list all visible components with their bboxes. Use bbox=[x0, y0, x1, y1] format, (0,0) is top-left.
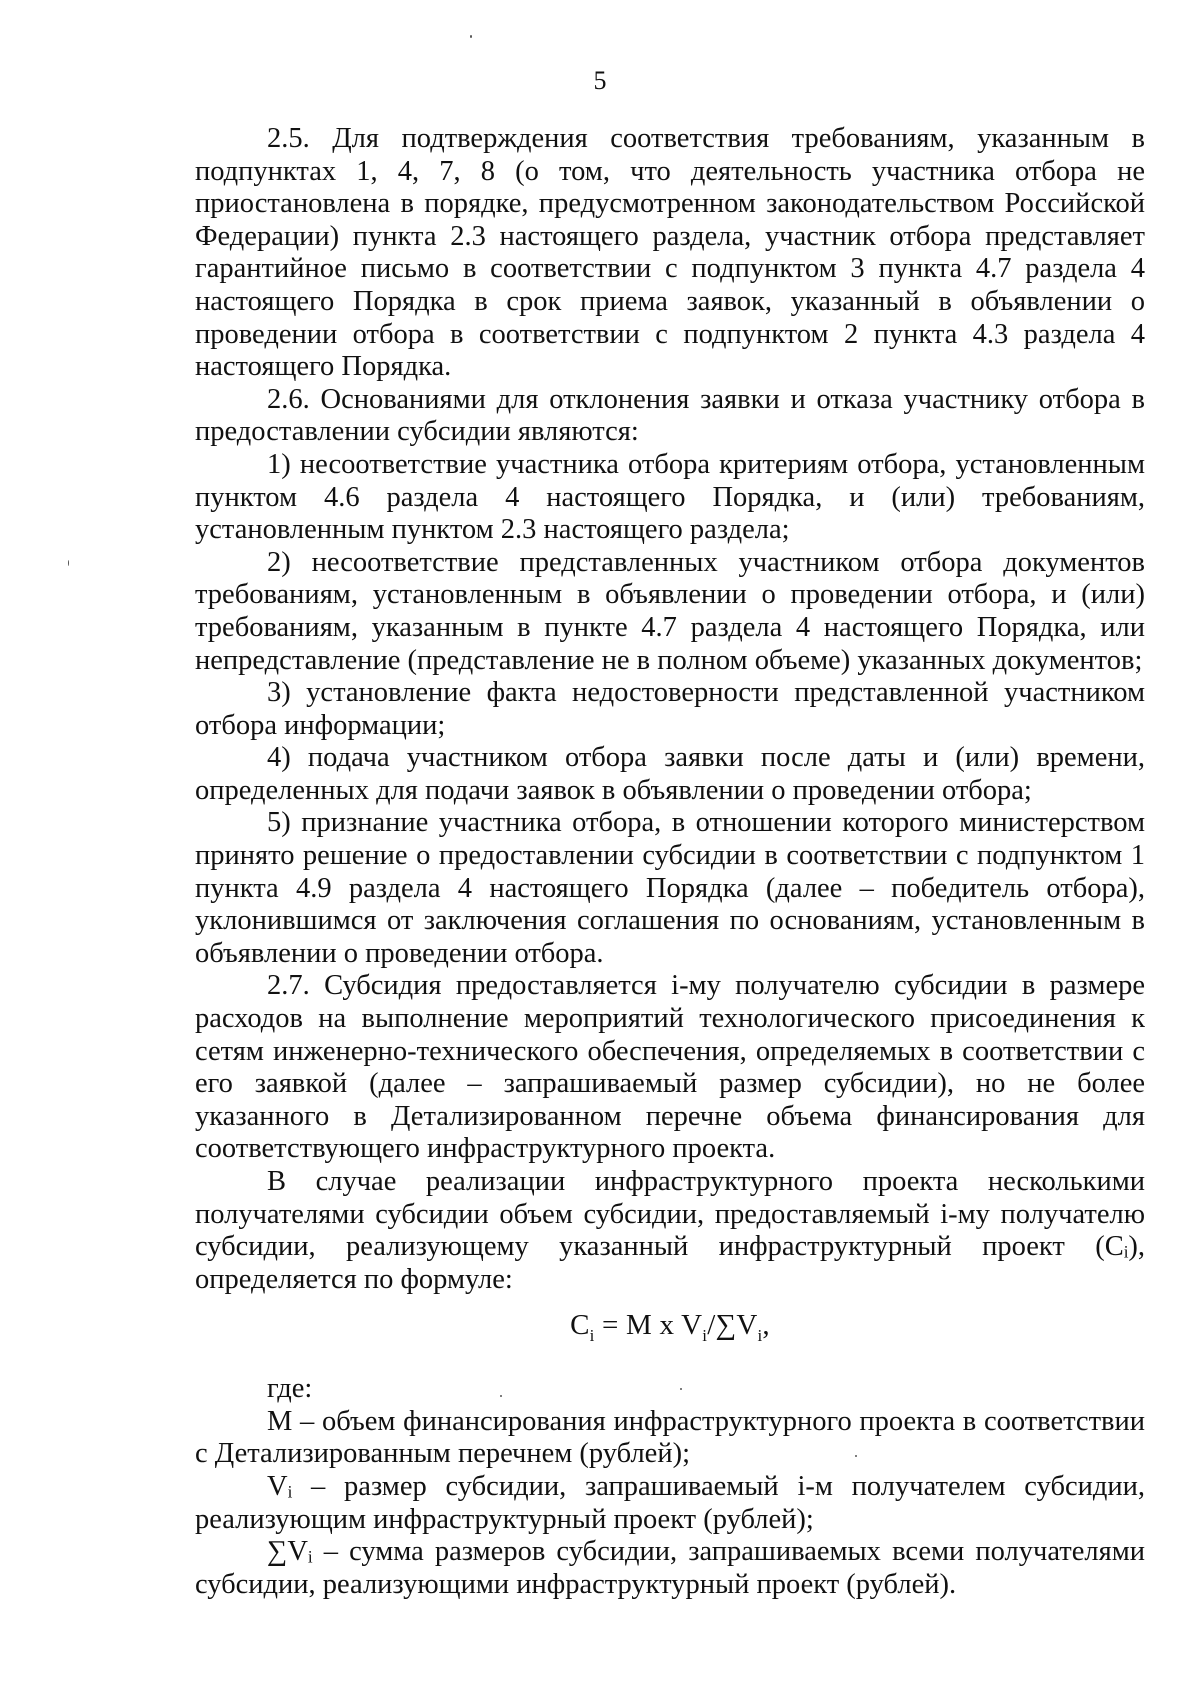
list-item-1: 1) несоответствие участника отбора критериям отбора, установленным пунктом 4.6 раздела 4 настоящего Порядка, и (или) требованиям, установленным пунктом 2.3 настоящего раздела; bbox=[195, 448, 1145, 546]
scan-speck bbox=[68, 560, 69, 566]
scan-speck bbox=[680, 1388, 682, 1390]
formula-mid: /∑V bbox=[707, 1309, 758, 1342]
paragraph-2-6: 2.6. Основаниями для отклонения заявки и отказа участнику отбора в предоставлении субсидии являются: bbox=[195, 383, 1145, 448]
paragraph-case: В случае реализации инфраструктурного проекта несколькими получателями субсидии объем субсидии, предоставляемый і-му получателю субсидии, реализующему указанный инфраструктурный проект (Cᵢ), определяется по формуле: bbox=[195, 1166, 1145, 1295]
formula-v-sub: i bbox=[702, 1326, 708, 1346]
formula-lhs-sub: i bbox=[589, 1326, 595, 1346]
definition-vi: Vᵢ – размер субсидии, запрашиваемый і-м получателем субсидии, реализующим инфраструктурный проект (рублей); bbox=[195, 1470, 1145, 1535]
formula-end-sub: i bbox=[757, 1326, 763, 1346]
formula bbox=[195, 1308, 1145, 1353]
list-item-3: 3) установление факта недостоверности представленной участником отбора информации; bbox=[195, 677, 1145, 741]
paragraph-2-7: 2.7. Субсидия предоставляется і-му получателю субсидии в размере расходов на выполнение мероприятий технологического присоединения к сетям инженерно-технического обеспечения, определяемых в соответствии с его заявкой (далее – запрашиваемый размер субсидии), но не более указанного в Детализированном перечне объема финансирования для соответствующего инфраструктурного проекта. bbox=[195, 970, 1145, 1165]
formula-lhs: C bbox=[570, 1309, 590, 1342]
definition-sum: ∑Vᵢ – сумма размеров субсидии, запрашиваемых всеми получателями субсидии, реализующими инфраструктурный проект (рублей). bbox=[195, 1536, 1145, 1600]
scan-speck bbox=[500, 1395, 502, 1397]
paragraph-2-5: 2.5. Для подтверждения соответствия требованиям, указанным в подпунктах 1, 4, 7, 8 (о том, что деятельность участника отбора не приостановлена в порядке, предусмотренном законодательством Российской Федерации) пункта 2.3 настоящего раздела, участник отбора представляет гарантийное письмо в соответствии с подпунктом 3 пункта 4.7 раздела 4 настоящего Порядка в срок приема заявок, указанный в объявлении о проведении отбора в соответствии с подпунктом 2 пункта 4.3 раздела 4 настоящего Порядка. bbox=[195, 123, 1145, 383]
list-item-5: 5) признание участника отбора, в отношении которого министерством принято решение о предоставлении субсидии в соответствии с подпунктом 1 пункта 4.9 раздела 4 настоящего Порядка (далее – победитель отбора), уклонившимся от заключения соглашения по основаниям, установленным в объявлении о проведении отбора. bbox=[195, 807, 1145, 969]
scan-speck bbox=[470, 35, 472, 38]
scan-speck bbox=[855, 1455, 857, 1457]
document-body bbox=[195, 123, 1145, 1601]
definition-m: M – объем финансирования инфраструктурного проекта в соответствии с Детализированным перечнем (рублей); bbox=[195, 1405, 1145, 1470]
formula-tail: , bbox=[762, 1309, 770, 1342]
where-label: где: bbox=[267, 1373, 313, 1405]
list-item-4: 4) подача участником отбора заявки после даты и (или) времени, определенных для подачи заявок в объявлении о проведении отбора; bbox=[195, 742, 1145, 806]
formula-eq: = M x V bbox=[594, 1309, 703, 1342]
page-number: 5 bbox=[593, 66, 607, 95]
list-item-2: 2) несоответствие представленных участником отбора документов требованиям, установленным в объявлении о проведении отбора, и (или) требованиям, указанным в пункте 4.7 раздела 4 настоящего Порядка, или непредставление (представление не в полном объеме) указанных документов; bbox=[195, 546, 1145, 676]
